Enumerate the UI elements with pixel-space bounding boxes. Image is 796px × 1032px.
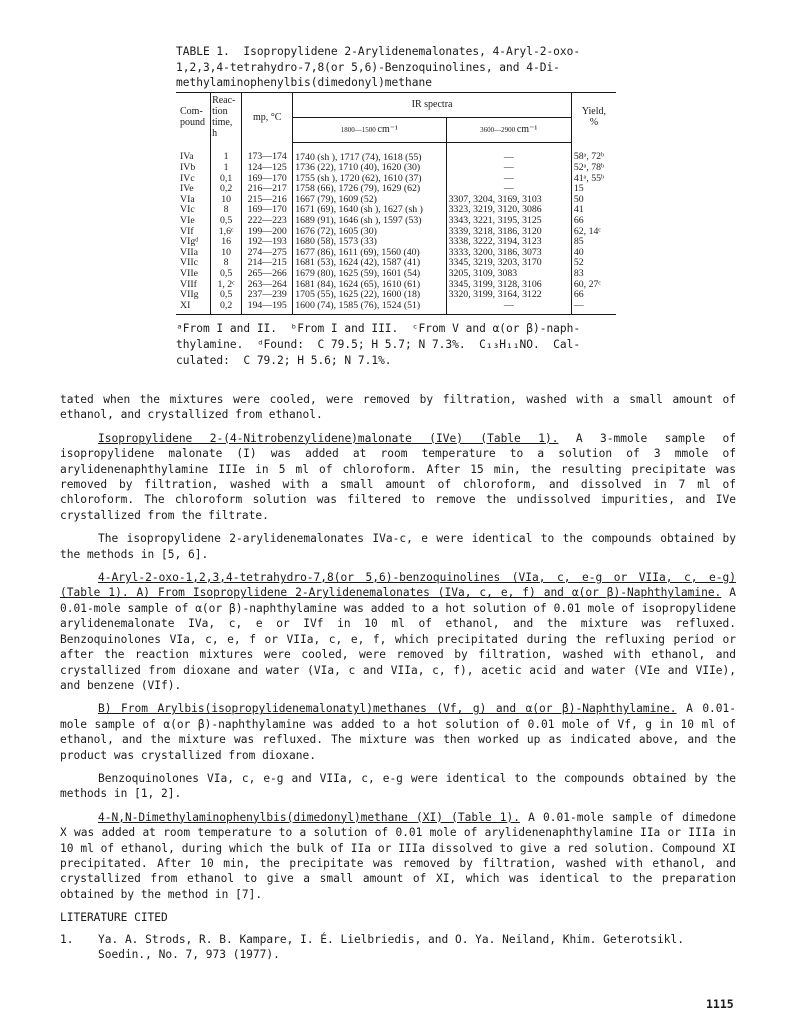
cell-mp: 237—239 — [242, 290, 293, 301]
body-text — [60, 392, 736, 962]
cell-ir-3600-2900: — — [446, 142, 571, 163]
paragraph-benzoquinolines-b — [60, 701, 736, 763]
cell-reaction-time: 0,2 — [211, 184, 242, 195]
cell-yield: 41ᵃ, 55ᵇ — [573, 172, 605, 184]
cell-reaction-time: 0,5 — [211, 269, 242, 280]
cell-yield: 62, 14ᶜ — [573, 225, 601, 237]
cell-ir-3600-2900: — — [446, 174, 571, 185]
ir-range-1-value: 1800—1500 — [340, 125, 376, 134]
cell-reaction-time: 1 — [211, 142, 242, 163]
cell-reaction-time: 16 — [211, 237, 242, 248]
cell-mp: 169—170 — [242, 174, 293, 185]
cell-mp: 274—275 — [242, 248, 293, 259]
cell-mp: 194—195 — [242, 301, 293, 315]
cell-ir-3600-2900: 3320, 3199, 3164, 3122 — [446, 290, 571, 301]
cell-reaction-time: 1 — [211, 163, 242, 174]
cell-ir-3600-2900: 3333, 3200, 3186, 3073 — [446, 248, 571, 259]
cell-ir-1800-1500: 1676 (72), 1605 (30) — [293, 227, 446, 238]
cell-ir-1800-1500: 1600 (74), 1585 (76), 1524 (51) — [293, 301, 446, 315]
cell-mp: 216—217 — [242, 184, 293, 195]
reference-item — [60, 932, 736, 963]
cell-ir-3600-2900: — — [446, 301, 571, 315]
paragraph-ive-text: A 3-mmole sample of isopropylidene malonate (I) was added at room temperature to a solution of 3 mmole of arylidenenaphthylamine IIIe in 5 ml of chloroform. After 15 min, the resulting precipitate was removed by filtration, washed with a small amount of chloroform, and dissolved in 7 ml of chloroform. The chloroform solution was filtered to remove the undissolved impurities, and IVe crystallized from the filtrate. — [60, 431, 736, 522]
cell-yield: 15 — [573, 183, 584, 195]
cell-ir-3600-2900: 3343, 3221, 3195, 3125 — [446, 216, 571, 227]
cell-ir-1800-1500: 1755 (sh ), 1720 (62), 1610 (37) — [293, 174, 446, 185]
cell-reaction-time: 10 — [211, 248, 242, 259]
header-ir-range-2 — [446, 117, 571, 142]
cell-compound: VIIe — [176, 269, 211, 280]
cell-compound: VIIg — [176, 290, 211, 301]
paragraph-benzoquinolines-a — [60, 570, 736, 693]
cell-ir-1800-1500: 1689 (91), 1646 (sh ), 1597 (53) — [293, 216, 446, 227]
cell-compound: IVe — [176, 184, 211, 195]
section-title-benzoquinolines: 4-Aryl-2-oxo-1,2,3,4-tetrahydro-7,8(or 5,6)-benzoquinolines (VIa, c, e-g or VIIa, c, e-g) (Table 1). A) From Isopropylidene 2-Arylidenemalonates (IVa, c, e, f) and α(or β)-Naphthylamine. — [60, 571, 736, 600]
cell-mp: 199—200 — [242, 227, 293, 238]
section-title-method-b: B) From Arylbis(isopropylidenemalonatyl)methanes (Vf, g) and α(or β)-Naphthylamine. — [98, 702, 677, 716]
paragraph-xi-procedure — [60, 810, 736, 902]
table-row — [176, 216, 616, 227]
cell-mp: 169—170 — [242, 205, 293, 216]
cell-compound: VIa — [176, 195, 211, 206]
header-ir-range-1 — [293, 117, 446, 142]
cell-compound: XI — [176, 301, 211, 315]
table-footnotes: ᵃFrom I and II. ᵇFrom I and III. ᶜFrom V and α(or β)-naph- thylamine. ᵈFound: C 79.5; H 5.7; N 7.3%. C₁₃H₁₁NO. Cal- culated: C 79.2; H 5.6; N 7.1%. — [176, 322, 581, 367]
header-ir-spectra: IR spectra — [293, 92, 572, 117]
cell-reaction-time: 1, 2ᶜ — [211, 280, 242, 291]
ir-range-2-unit: cm⁻¹ — [516, 123, 538, 135]
cell-yield: 85 — [573, 236, 584, 248]
paragraph-method-b-text: A 0.01-mole sample of α(or β)-naphthylamine was added to a hot solution of 0.01 mole of Vf, g in 10 ml of ethanol, and the mixture was refluxed. The mixture was then worked up as indicated above, and the product was crystallized from dioxane. — [60, 702, 736, 762]
cell-reaction-time: 0,1 — [211, 174, 242, 185]
cell-compound: IVc — [176, 174, 211, 185]
table-block — [176, 44, 616, 369]
data-table — [176, 92, 616, 316]
cell-compound: VIIc — [176, 258, 211, 269]
paragraph-xi-text: A 0.01-mole sample of dimedone X was added at room temperature to a solution of 0.01 mole of arylidenenaphthylamine IIa or IIIa in 10 ml of ethanol, during which the bulk of IIa or IIIa dissolved to give a red solution. Compound XI precipitated. After 10 min, the precipitate was removed by filtration, washed with ethanol, and crystallized from ethanol to give a small amount of XI, which was identical to the preparation obtained by the method in [7]. — [60, 810, 736, 901]
cell-ir-3600-2900: 3307, 3204, 3169, 3103 — [446, 195, 571, 206]
cell-reaction-time: 1,6ᶜ — [211, 227, 242, 238]
literature-heading: LITERATURE CITED — [60, 911, 168, 925]
table-row — [176, 227, 616, 238]
cell-compound: VIf — [176, 227, 211, 238]
cell-ir-3600-2900: 3338, 3222, 3194, 3123 — [446, 237, 571, 248]
cell-yield: 66 — [573, 289, 584, 301]
cell-ir-3600-2900: 3345, 3219, 3203, 3170 — [446, 258, 571, 269]
cell-yield: 41 — [573, 204, 584, 216]
ir-range-2-value: 3600—2900 — [480, 125, 516, 134]
cell-yield: 66 — [573, 215, 584, 227]
cell-ir-1800-1500: 1758 (66), 1726 (79), 1629 (62) — [293, 184, 446, 195]
cell-yield: 58ᵃ, 72ᵇ — [573, 151, 605, 162]
paragraph-benzoquinolines-a-text: A 0.01-mole sample of α(or β)-naphthylamine was added to a hot solution of 0.01 mole of isopropylidene arylidenemalonate IVa, c, e or IVf in 10 ml of ethanol, and the mixture was refluxed. Benzoquinolones VIa, c, e, f or VIIa, c, e, f, which precipitated during the refluxing period or after the reaction mixtures were cooled, were removed by filtration, washed with ethanol, and crystallized from dioxane and water (VIa, c and VIIa, c, f), acetic acid and water (VIe and VIIe), and benzene (VIf). — [60, 586, 736, 692]
cell-ir-3600-2900: 3345, 3199, 3128, 3106 — [446, 280, 571, 291]
ir-range-1-unit: cm⁻¹ — [377, 123, 399, 135]
page-number: 1115 — [706, 997, 734, 1011]
cell-ir-1800-1500: 1736 (22), 1710 (40), 1620 (30) — [293, 163, 446, 174]
cell-mp: 192—193 — [242, 237, 293, 248]
cell-ir-1800-1500: 1681 (53), 1624 (42), 1587 (41) — [293, 258, 446, 269]
cell-ir-1800-1500: 1705 (55), 1625 (22), 1600 (18) — [293, 290, 446, 301]
header-yield: Yield, % — [571, 92, 616, 142]
table-row — [176, 142, 616, 163]
cell-reaction-time: 0,5 — [211, 290, 242, 301]
section-title-xi: 4-N,N-Dimethylaminophenylbis(dimedonyl)methane (XI) (Table 1). — [98, 810, 520, 824]
cell-reaction-time: 8 — [211, 258, 242, 269]
cell-reaction-time: 0,5 — [211, 216, 242, 227]
table-caption: TABLE 1. Isopropylidene 2-Arylidenemalonates, 4-Aryl-2-oxo- 1,2,3,4-tetrahydro-7,8(or 5,6)-Benzoquinolines, and 4-Di- methylaminophenylbis(dimedonyl)methane — [176, 45, 581, 89]
cell-yield: — — [571, 301, 616, 315]
cell-mp: 173—174 — [242, 142, 293, 163]
cell-yield: 52ᵃ, 78ᵇ — [573, 162, 605, 174]
cell-ir-1800-1500: 1667 (79), 1609 (52) — [293, 195, 446, 206]
cell-compound: VIgᵈ — [176, 237, 211, 248]
reference-text: Ya. A. Strods, R. B. Kampare, I. É. Lielbriedis, and O. Ya. Neiland, Khim. Geterotsikl. Soedin., No. 7, 973 (1977). — [98, 932, 684, 961]
header-reaction-time: Reac- tion time, h — [211, 92, 242, 142]
table-row — [176, 184, 616, 195]
cell-yield: 52 — [573, 257, 584, 269]
paragraph-identity-iv: The isopropylidene 2-arylidenemalonates IVa-c, e were identical to the compounds obtained by the methods in [5, 6]. — [60, 532, 736, 561]
cell-ir-3600-2900: 3339, 3218, 3186, 3120 — [446, 227, 571, 238]
cell-reaction-time: 0,2 — [211, 301, 242, 315]
header-mp: mp, °C — [242, 92, 293, 142]
cell-ir-1800-1500: 1679 (80), 1625 (59), 1601 (54) — [293, 269, 446, 280]
cell-compound: IVa — [176, 142, 211, 163]
cell-mp: 124—125 — [242, 163, 293, 174]
table-row — [176, 301, 616, 315]
cell-reaction-time: 8 — [211, 205, 242, 216]
section-title-ive: Isopropylidene 2-(4-Nitrobenzylidene)malonate (IVe) (Table 1). — [98, 431, 559, 445]
cell-yield: 60, 27ᶜ — [573, 278, 601, 290]
header-compound: Com- pound — [176, 92, 211, 142]
paragraph-continuation: tated when the mixtures were cooled, were removed by filtration, washed with a small amount of ethanol, and crystallized from ethanol. — [60, 393, 736, 422]
cell-ir-3600-2900: — — [446, 184, 571, 195]
cell-ir-3600-2900: 3205, 3109, 3083 — [446, 269, 571, 280]
paragraph-identity-benzoquinolones: Benzoquinolones VIa, c, e-g and VIIa, c, e-g were identical to the compounds obtained by the methods in [1, 2]. — [60, 771, 736, 801]
cell-compound: VIIf — [176, 280, 211, 291]
cell-yield: 40 — [573, 246, 584, 258]
cell-mp: 215—216 — [242, 195, 293, 206]
cell-ir-1800-1500: 1740 (sh ), 1717 (74), 1618 (55) — [293, 142, 446, 163]
cell-ir-1800-1500: 1680 (58), 1573 (33) — [293, 237, 446, 248]
cell-compound: VIc — [176, 205, 211, 216]
cell-yield: 50 — [573, 193, 584, 205]
cell-mp: 222—223 — [242, 216, 293, 227]
cell-compound: VIe — [176, 216, 211, 227]
cell-mp: 214—215 — [242, 258, 293, 269]
cell-ir-1800-1500: 1681 (84), 1624 (65), 1610 (61) — [293, 280, 446, 291]
paragraph-ive-procedure — [60, 431, 736, 523]
cell-mp: 263—264 — [242, 280, 293, 291]
cell-mp: 265—266 — [242, 269, 293, 280]
table-body — [176, 142, 616, 315]
reference-number: 1. — [60, 932, 74, 946]
cell-yield: 83 — [573, 268, 584, 280]
cell-compound: VIIa — [176, 248, 211, 259]
cell-ir-1800-1500: 1677 (86), 1611 (69), 1560 (40) — [293, 248, 446, 259]
cell-ir-3600-2900: — — [446, 163, 571, 174]
cell-reaction-time: 10 — [211, 195, 242, 206]
cell-ir-3600-2900: 3323, 3219, 3120, 3086 — [446, 205, 571, 216]
cell-compound: IVb — [176, 163, 211, 174]
cell-ir-1800-1500: 1671 (69), 1640 (sh ), 1627 (sh ) — [293, 205, 446, 216]
